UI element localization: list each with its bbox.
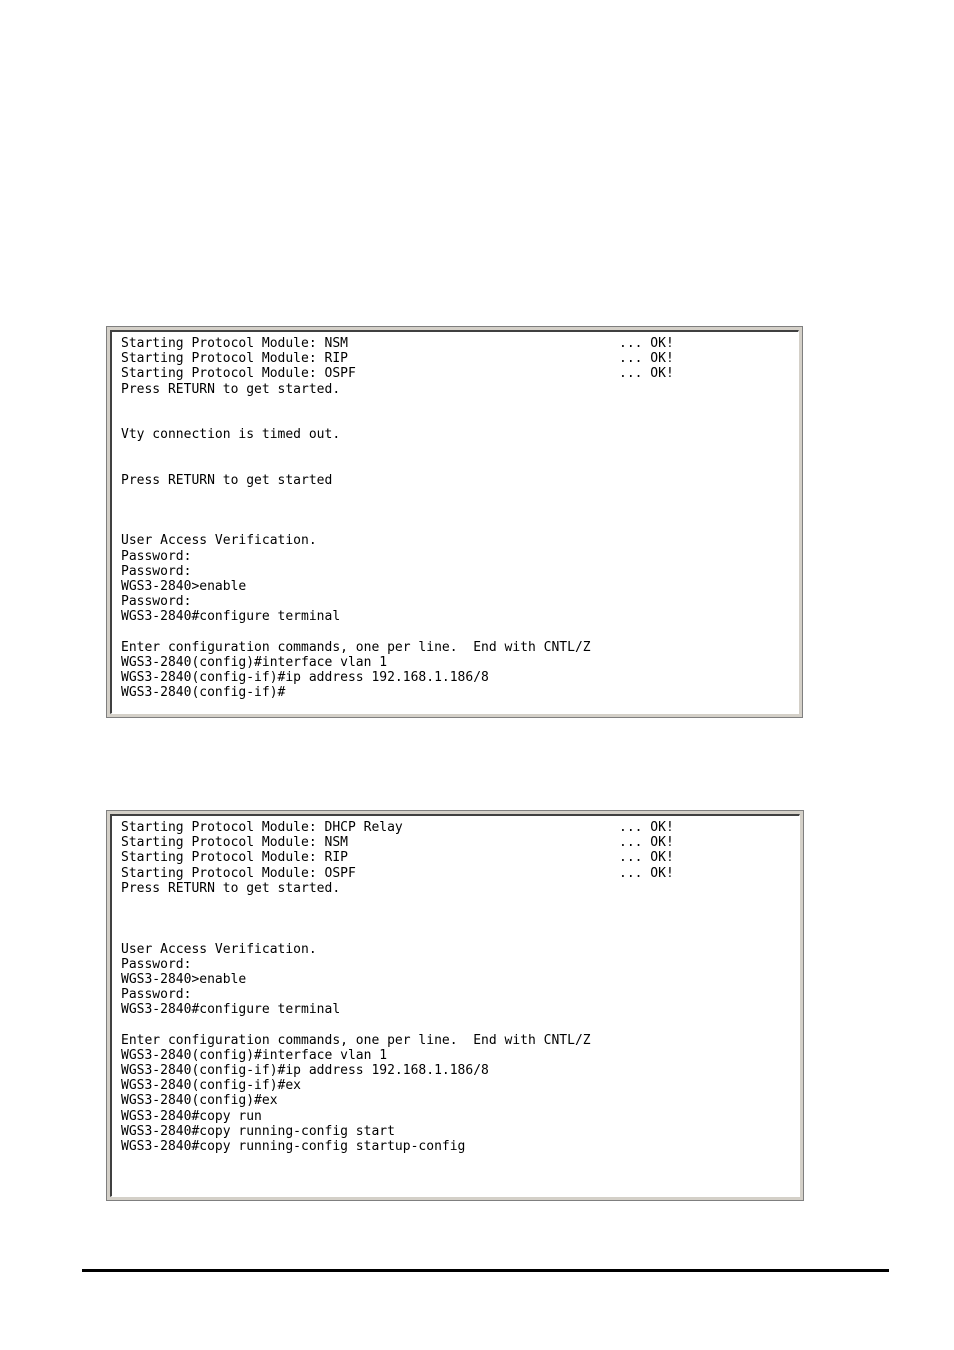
- terminal-line-status: ... OK!: [619, 336, 674, 351]
- terminal-line-text: Press RETURN to get started: [121, 472, 333, 488]
- terminal-line-text: Starting Protocol Module: DHCP Relay: [121, 820, 403, 835]
- terminal-line-text: Press RETURN to get started.: [121, 381, 341, 397]
- terminal-line: [121, 382, 798, 397]
- terminal-line-text: WGS3-2840(config-if)#ex: [121, 1078, 302, 1094]
- terminal-line-text: Starting Protocol Module: OSPF: [121, 865, 356, 881]
- terminal-line: [121, 926, 799, 941]
- terminal-line-text: Starting Protocol Module: NSM: [121, 835, 348, 851]
- terminal-line: [121, 881, 799, 896]
- terminal-line: [121, 336, 798, 351]
- terminal-line: [121, 442, 798, 457]
- terminal-line: [121, 397, 798, 412]
- terminal-line-text: Vty connection is timed out.: [121, 427, 341, 443]
- terminal-line: [121, 987, 799, 1002]
- terminal-line-status: ... OK!: [619, 850, 674, 866]
- terminal-line: [121, 488, 798, 503]
- terminal-output-2[interactable]: [110, 814, 800, 1197]
- terminal-line-text: User Access Verification.: [121, 941, 317, 957]
- terminal-line: [121, 972, 799, 987]
- terminal-line-text: Starting Protocol Module: RIP: [121, 351, 348, 367]
- terminal-line: [121, 609, 798, 624]
- terminal-line-text: Password:: [121, 956, 192, 972]
- terminal-line-text: WGS3-2840(config-if)#ip address 192.168.1.186/8: [121, 1063, 489, 1078]
- terminal-line-text: WGS3-2840#configure terminal: [121, 609, 341, 625]
- terminal-line: [121, 458, 798, 473]
- terminal-line: [121, 412, 798, 427]
- terminal-line: [121, 366, 798, 381]
- terminal-line: [121, 1002, 799, 1017]
- terminal-line: [121, 685, 798, 700]
- terminal-line-status: ... OK!: [619, 820, 674, 835]
- footer-rule: [82, 1269, 889, 1272]
- terminal-line: [121, 1063, 799, 1078]
- terminal-line: [121, 351, 798, 366]
- terminal-window-1[interactable]: [106, 326, 803, 718]
- terminal-line: [121, 579, 798, 594]
- terminal-line-text: WGS3-2840(config)#interface vlan 1: [121, 654, 388, 670]
- terminal-line-text: WGS3-2840#copy running-config start: [121, 1123, 395, 1139]
- terminal-line: [121, 1017, 799, 1032]
- terminal-line-text: Password:: [121, 548, 192, 564]
- terminal-line: [121, 625, 798, 640]
- terminal-line-text: WGS3-2840#copy running-config startup-config: [121, 1138, 466, 1154]
- terminal-line: [121, 1109, 799, 1124]
- terminal-output-1[interactable]: [110, 330, 799, 714]
- terminal-line-status: ... OK!: [619, 351, 674, 367]
- terminal-line: [121, 896, 799, 911]
- terminal-line-text: WGS3-2840>enable: [121, 579, 247, 594]
- terminal-line-status: ... OK!: [619, 865, 674, 881]
- terminal-line-text: Enter configuration commands, one per line. End with CNTL/Z: [121, 1032, 591, 1048]
- terminal-line-status: ... OK!: [619, 366, 674, 382]
- terminal-line: [121, 942, 799, 957]
- terminal-line: [121, 655, 798, 670]
- terminal-line: [121, 473, 798, 488]
- terminal-line-text: Password:: [121, 594, 192, 610]
- terminal-line: [121, 503, 798, 518]
- terminal-line: [121, 1124, 799, 1139]
- terminal-line: [121, 1078, 799, 1093]
- terminal-line-text: Password:: [121, 987, 192, 1003]
- terminal-line-text: WGS3-2840#configure terminal: [121, 1002, 341, 1018]
- terminal-line-text: Starting Protocol Module: RIP: [121, 850, 348, 866]
- terminal-line: [121, 670, 798, 685]
- terminal-line-text: WGS3-2840(config)#interface vlan 1: [121, 1047, 388, 1063]
- terminal-line: [121, 820, 799, 835]
- terminal-line-text: Enter configuration commands, one per line. End with CNTL/Z: [121, 639, 591, 655]
- terminal-line: [121, 835, 799, 850]
- terminal-line: [121, 640, 798, 655]
- terminal-line: [121, 549, 798, 564]
- terminal-window-2[interactable]: [106, 810, 804, 1201]
- terminal-line: [121, 594, 798, 609]
- terminal-line: [121, 1033, 799, 1048]
- terminal-line-text: Starting Protocol Module: NSM: [121, 336, 348, 351]
- terminal-line: [121, 518, 798, 533]
- terminal-line-text: WGS3-2840(config)#ex: [121, 1093, 278, 1109]
- terminal-line-status: ... OK!: [619, 835, 674, 851]
- terminal-line: [121, 1048, 799, 1063]
- terminal-line-text: User Access Verification.: [121, 533, 317, 549]
- terminal-line: [121, 1093, 799, 1108]
- terminal-line-text: WGS3-2840>enable: [121, 971, 247, 987]
- terminal-line-text: WGS3-2840(config-if)#: [121, 685, 286, 701]
- terminal-line-text: Password:: [121, 563, 192, 579]
- terminal-line-text: WGS3-2840(config-if)#ip address 192.168.1.186/8: [121, 670, 489, 686]
- terminal-line: [121, 866, 799, 881]
- terminal-line: [121, 850, 799, 865]
- terminal-line: [121, 427, 798, 442]
- terminal-line: [121, 911, 799, 926]
- terminal-line-text: WGS3-2840#copy run: [121, 1108, 262, 1124]
- terminal-line: [121, 957, 799, 972]
- terminal-line: [121, 533, 798, 548]
- terminal-line-text: Starting Protocol Module: OSPF: [121, 366, 356, 382]
- terminal-line: [121, 1139, 799, 1154]
- terminal-line: [121, 564, 798, 579]
- terminal-line-text: Press RETURN to get started.: [121, 880, 341, 896]
